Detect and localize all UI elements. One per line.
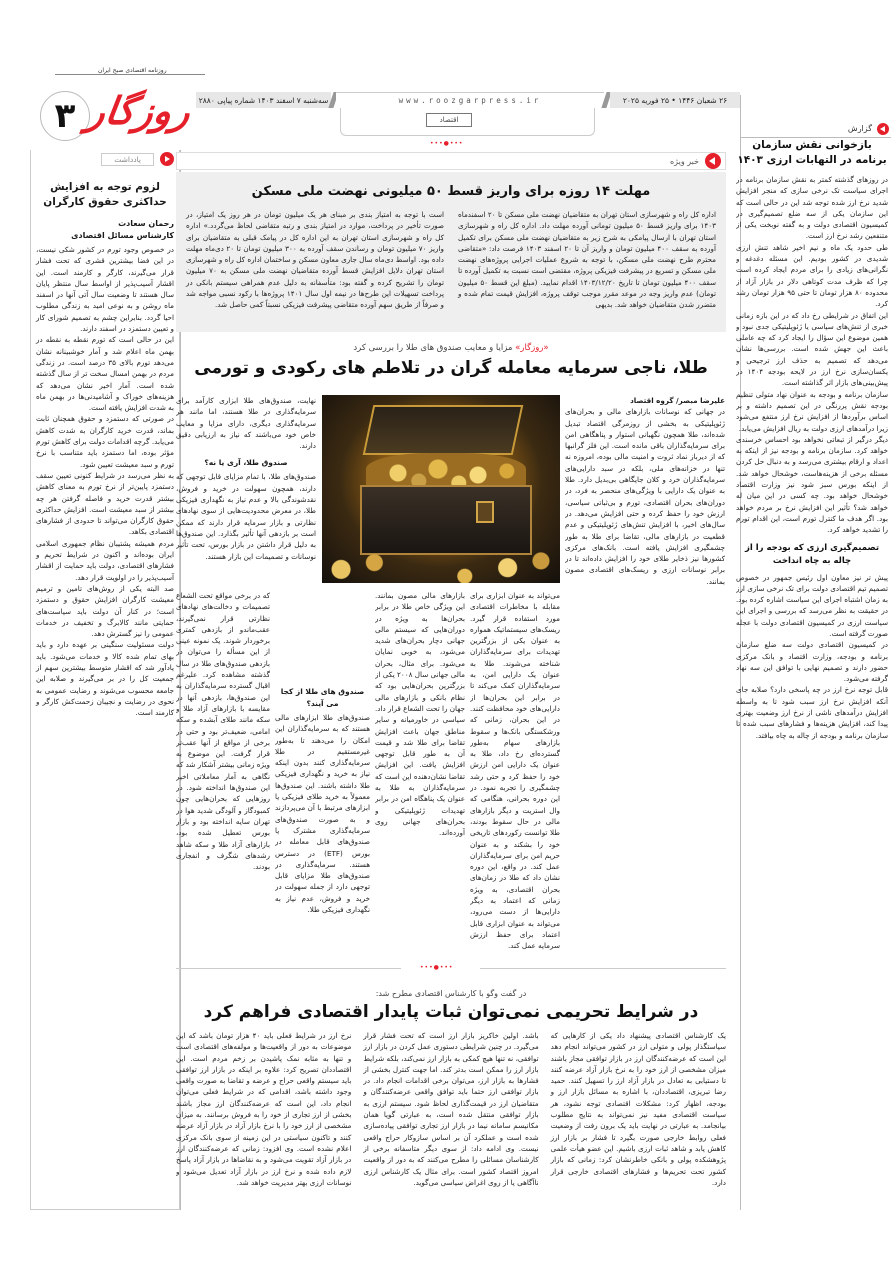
- kicker-text: مزایا و معایب صندوق های طلا را بررسی کرد: [353, 343, 513, 353]
- interview-col-3: نرخ ارز در شرایط فعلی باید ۴۰ هزار تومان باشد که این موضوعات به دور از واقعیت‌ها و مولفه‌های اقتصادی است و تنها به مثابه نمک پاشیدن بر زخم مردم است. این اقتصاددان تصریح کرد: علاوه بر اینکه در بازار ارز توافقی باید سیستم واقعی حراج و عرضه و تقاضا به صورت واقعی وجود داشته باشد، اقدامی که در شرایط فعلی می‌توان انجام داد، این است که عرضه‌کنندگان ارز مجاز باشند بخشی از ارز تجاری از خود را به فروش برسانند. به میزان مشخصی از ارز خود را با نرخ بازار آزاد در بازار آزاد عرضه کنند و تاکنون سیاستی در این زمینه از سوی بانک مرکزی اعلام نشده است. وی افزود: زمانی که عرضه‌کنندگان ارز در بازار آزاد تقویت می‌شود و به نقاضاها در بازار آزاد پاسخ لازم داده شده و نرخ ارز در بازار آزاد تعدیل می‌شود و نوسانات ارزی بهتر مدیریت خواهد شد.: [176, 1031, 352, 1187]
- chest-body: [360, 485, 532, 555]
- coins-pile: [322, 549, 560, 583]
- logo-text: روزگار: [83, 89, 194, 133]
- paragraph: نهایت، صندوق‌های طلا ابزاری کارآمد برای سرمایه‌گذاری در طلا هستند، اما مانند هر سرمایه‌گذاری دیگری، دارای مزایا و معایب خاص خود می‌باشند که نیاز به ارزیابی دقیق دارند.: [176, 396, 316, 451]
- paragraph: در کمیسیون اقتصادی دولت سه ضلع سازمان برنامه و بودجه، وزارت اقتصاد و بانک مرکزی حضور دارند و تصمیم نهایی با توافق این سه نهاد گرفته می‌شود.: [736, 640, 888, 684]
- section-label-text: گزارش: [847, 124, 872, 133]
- chest-lock-icon: [476, 501, 494, 523]
- gold-feature-title: طلا، ناجی سرمایه معامله گران در تلاطم های رکودی و تورمی: [194, 358, 708, 378]
- paragraph: می‌تواند به عنوان ابزاری برای مقابله با مخاطرات اقتصادی مورد استفاده قرار گیرد. ریسک‌های سیستماتیک همواره به عنوان یکی از بزرگترین تهدیدات برای سرمایه‌گذاران شناخته می‌شوند. طلا به عنوان یک دارایی امن، به سرمایه‌گذاران کمک می‌کند تا در برابر این بحران‌ها از دارایی‌های خود محافظت کنند. در این بحران، زمانی که ورشکستگی بانک‌ها و سقوط بازارهای سهام به‌طور گسترده‌ای رخ داد، طلا به عنوان یک دارایی امن ارزش خود را حفظ کرد و حتی رشد چشمگیری را تجربه نمود. در این دوره بحرانی، هنگامی که وال استریت و دیگر بازارهای مالی در حال سقوط بودند، طلا توانست رکوردهای تاریخی خود را بشکند و به عنوان حریم امن برای سرمایه‌گذاران عمل کند. در واقع، این دوره نشان داد که طلا در زمان‌های بحران اقتصادی، به ویژه زمانی که اعتماد به دیگر دارایی‌ها از دست می‌رود، می‌تواند به عنوان ابزاری قابل اعتماد برای حفظ ارزش سرمایه عمل کند.: [470, 591, 560, 951]
- section-bullet-icon: [705, 153, 721, 169]
- gold-col-3: [375, 590, 465, 955]
- paragraph: قابل توجه نرخ ارز در چه پاسخی دارد؟ صلابه جای آنکه افزایش نرخ ارز سبب شود تا به واسطه افزایش درآمدهای ناشی از نرخ ارز وضعیت بهتری پیدا کند، افزایش هزینه‌ها و فشارهای سبب شده تا سازمان برنامه و بودجه از چاله به چاه بیافتد.: [736, 685, 888, 740]
- opinion-author: رحمان سعادت: [118, 219, 174, 228]
- gold-col-5: [176, 590, 270, 955]
- right-article-title: بازخوانی نقش سازمان برنامه در التهابات ارزی ۱۴۰۳: [737, 139, 887, 166]
- paragraph: این در حالی است که تورم نقطه به نقطه در بهمن ماه اعلام شد و آمار خوشبینانه نشان می‌دهد تورم بالای ۳۵ درصد است. در زندگی مردم در بهمن امسال سخت تر از سال گذشته شده است. آمار اخیر نشان می‌دهد که هزینه‌های خوراک و آشامیدنی‌ها در بهمن ماه به شدت افزایش یافته است.: [36, 335, 174, 413]
- special-news-kicker: [176, 152, 726, 170]
- paragraph: در خصوص وجود تورم در کشور شکی نیست، در این فضا بیشترین قشری که تحت فشار قرار می‌گیرند، کارگر و کارمند است. این اقشار آسیب‌پذیر از اواسط سال منتظر پایان سال هستند تا وضعیت سال آتی آنها در اسفند ماه روشن و به نوعی امید به زندگی مطلوب احیا گردد. بنابراین چشم به تصمیم شورای کار و تعیین دستمزد در اسفند دارند.: [36, 245, 174, 334]
- paragraph: طی حدود یک ماه و نیم اخیر شاهد تنش ارزی شدیدی در کشور بودیم. این مسئله دغدغه و نگرانی‌های زیادی را برای مردم ایجاد کرده است چرا که ظرف مدت کوتاهی دلار در بازار آزاد از محدوده ۸۰ هزار تومان تا حتی ۹۵ هزار تومان رشد کرد.: [736, 242, 888, 309]
- issue-info: سه‌شنبه ۷ اسفند ۱۴۰۳ شماره پیاپی ۲۸۸۰: [196, 92, 331, 108]
- paragraph: صندوق‌های طلا ابزارهای مالی هستند که به سرمایه‌گذاران این امکان را می‌دهند تا به‌طور غیرمستقیم در طلا سرمایه‌گذاری کنند بدون اینکه نیاز به خرید و نگهداری فیزیکی طلا داشته باشند. این صندوق‌ها معمولاً به خرید طلای فیزیکی یا ابزارهای مرتبط با آن می‌پردازند و به صورت صندوق‌های سرمایه‌گذاری مشترک یا صندوق‌های قابل معامله در بورس (ETF) در دسترس هستند. سرمایه‌گذاری در صندوق‌های طلا مزایای قابل توجهی دارد از جمله سهولت در خرید و فروش، عدم نیاز به نگهداری فیزیکی طلا.: [275, 713, 370, 915]
- section-emblem: اقتصاد: [426, 113, 472, 127]
- opinion-label: یادداشت: [101, 153, 154, 166]
- interview-title: در شرایط تحریمی نمی‌توان ثبات پایدار اقتصادی فراهم کرد: [203, 1002, 699, 1022]
- paragraph: دولت مسئولیت سنگینی بر عهده دارد و باید بهای تمام شده کالا و خدمات می‌شود. باید یادآور شد که اقشار متوسط بیشترین سهم از جمعیت کل را در بر می‌گیرند و صلابه این جامعه محسوب می‌شوند و رضایت عمومی به نحوی در رضایت و نجیبان زحمت‌کش کارگر و کارمند است.: [36, 640, 174, 718]
- gold-col-6: [176, 395, 316, 585]
- website-link[interactable]: www.roozgarpress.ir: [336, 92, 604, 108]
- opinion-column: [30, 150, 180, 1210]
- date-line: ۲۶ شعبان ۱۴۴۶ • ۲۵ فوریه ۲۰۲۵: [610, 92, 740, 108]
- paragraph: به نظر می‌رسد در شرایط کنونی تعیین سقف دستمزد پایین‌تر از نرخ تورم به معنای کاهش بیشتر قدرت خرید و فاصله گرفتن هر چه بیشتر از سبد معیشت است. افزایش حداکثری حقوق کارگران می‌تواند تا حدودی از فشارهای اقتصادی بکاهد.: [36, 470, 174, 537]
- paragraph: در صورتی که دستمزد و حقوق همچنان ثابت بماند، قدرت خرید کارگران به شدت کاهش می‌یابد. گرچه اقدامات دولت برای کاهش تورم مؤثر بوده، اما دستمزد باید متناسب با نرخ تورم و سبد معیشت تعیین شود.: [36, 414, 174, 469]
- paragraph: پیش تر نیز معاون اول رئیس جمهور در خصوص تصمیم تیم اقتصادی دولت برای تک نرخی سازی ارز به زمان اشتباه اجرای این سیاست اشاره کرده بود. در حقیقت به نظر می‌رسد که بررسی و اجرای این سیاست ارزی در کمیسیون اقتصادی دولت با عجله صورت گرفته است.: [736, 572, 888, 638]
- gold-subhead-where: صندوق های طلا از کجا می آیند؟: [280, 687, 365, 708]
- interview-col-2: باشد. اولین خاکریز بازار ارز است که تحت فشار قرار می‌گیرد. در چنین شرایطی دستوری عمل کردن در بازار ارز توافقی، نه تنها هیچ کمکی به بازار ارز نمی‌کند، بلکه شرایط بازار ارز را ممکن است بدتر کند. اما جهت کنترل بخشی از فشارها به بازار ارز، می‌توان برخی اقدامات انجام داد. در بازار توافقی ارز حتما باید توافق واقعی عرضه‌کنندگان و متقاضیان ارز در قیمت‌گذاری لحاظ شود. سیستم ارزی به بازار توافقی منتقل شده است، به عبارتی گویا همان مکانیسم سامانه نیما در بازار ارز تجاری توافقی پیاده‌سازی شده است و عملکرد آن بر اساس سازوکار حراج واقعی نیست. وی ادامه داد: از سوی دیگر متاسفانه برخی از کارشناسان مسائلی را مطرح می‌کنند که به دور از واقعیت امروز اقتصاد کشور است. برای مثال یک کارشناس ارزی ناآگاهی یا از روی اغراض سیاسی می‌گوید.: [363, 1031, 539, 1187]
- gold-feature-kicker: [176, 343, 726, 353]
- special-news-col-right: اداره کل راه و شهرسازی استان تهران به متقاضیان نهضت ملی مسکن تا ۲۰ اسفندماه ۱۴۰۳ برای واریز قسط ۵۰ میلیون تومانی آورده مهلت داد. اداره کل راه و شهرسازی استان تهران با ارسال پیامکی به شرح زیر به متقاضیان نهضت ملی مسکن برای تکمیل آورده به سقف ۴۰۰ میلیون تومان و واریز آن تا ۲۰ اسفند ۱۴۰۳ فرصت داد: «متقاضی محترم طرح نهضت ملی مسکن، با توجه به شروع عملیات اجرایی پروژه‌های نهضت ملی مسکن و تسریع در پیشرفت فیزیکی پروژه، مقتضی است نسبت به تکمیل آورده تا سقف ۴۰۰ میلیون تومان تا تاریخ ۱۴۰۳/۱۲/۲۰ اقدام نمایید. (مبلغ این قسط ۵۰ میلیون تومان) عدم واریز وجه در موعد مقرر موجب توقف پروژه، افزایش قیمت تمام شده و متضرر شدن متقاضیان خواهد شد. بدیهی: [458, 210, 716, 310]
- paragraph: این اتفاق در شرایطی رخ داد که در این بازه زمانی خبری از تنش‌های سیاسی یا ژئوپلیتیکی جدی نبود و همین موضوع این سؤال را ایجاد کرد که چه عاملی باعث این جهش شده است. بررسی‌ها نشان می‌دهد که تصمیم به حذف ارز ترجیحی و یکسان‌سازی نرخ ارز در لایحه بودجه ۱۴۰۴ در پیش‌بینی‌های بازار اثر گذاشته است.: [736, 310, 888, 388]
- page-number: ۳: [40, 91, 90, 141]
- special-news-box: [176, 172, 726, 332]
- tagline: روزنامه اقتصادی صبح ایران: [95, 67, 170, 74]
- gold-col-1: [565, 395, 725, 955]
- section-divider: [480, 968, 726, 969]
- gold-author: علیرضا مبصر/ گروه اقتصاد: [630, 396, 725, 405]
- paragraph: صندوق‌های طلا، با تمام مزایای قابل توجهی که دارند، همچون سهولت در خرید و فروش، نقدشوندگی بالا و عدم نیاز به نگهداری فیزیکی طلا، در معرض محدودیت‌هایی از سوی نهادهای نظارتی و بازار سرمایه قرار دارند که ممکن است بر بازدهی آنها تأثیر بگذارد. این صندوق‌ها به دلیل قرار داشتن در بازار بورس، تحت تأثیر نوسانات و تصمیمات این بازار هستند.: [176, 472, 316, 561]
- special-news-label: خبر ویژه: [669, 156, 699, 166]
- kicker-brand: «روزگار»: [515, 343, 549, 353]
- treasure-chest-illustration: [360, 445, 532, 555]
- paragraph: دیگر درگیر از تبعاتی نخواهد بود احساس خرسندی خواهد کرد. سازمان برنامه و بودجه نیز از اینکه به اعداد و ارقام بیشتری می‌رسد و به دنبال حل کردن مسئله برخی از هزینه‌هاست، خوشحال خواهد شد. از اینکه بورس سبز شود نیز وزارت اقتصاد خوشحال خواهد بود. چه کسی در این میان له خواهد شد؟ تأثیر این افزایش نرخ بر مردم خواهد بود. اگر هدف ما کنترل تورم است، این اقدام تورم را تشدید خواهد کرد.: [736, 434, 888, 535]
- chest-lid: [363, 405, 524, 455]
- section-divider: [176, 968, 401, 969]
- paragraph: سازمان برنامه و بودجه به عنوان نهاد متولی تنظیم بودجه نقش پررنگی در این تصمیم داشته و بر اساس برآوردها از افزایش نرخ ارز منتفع می‌شود زیرا درآمدهای ارزی دولت به ریال افزایش می‌یابد.: [736, 389, 888, 433]
- newspaper-logo: [83, 86, 194, 136]
- special-news-title: مهلت ۱۴ روزه برای واریز قسط ۵۰ میلیونی نهضت ملی مسکن: [251, 184, 651, 199]
- decorative-dots: •••●•••: [420, 964, 454, 971]
- special-news-col-left: است با توجه به امتیاز بندی بر مبنای هر یک میلیون تومان در هر روز یک امتیاز، در صورت تأخیر در پرداخت، موارد در امتیاز بندی و رتبه متقاضی لحاظ می‌گردد.» اداره کل راه و شهرسازی استان تهران به این اداره کل در پیامک قبلی به متقاضیان برای واریز ۷۰ میلیون تومان و رساندن سقف آورده به ۳۰۰ میلیون تومان تا ۲۰ دی‌ماه مهلت داده بود. اواسط دی‌ماه سال جاری معاون مسکن و ساختمان اداره کل راه و شهرسازی استان تهران دلایل افزایش قسط آورده متقاضیان نهضت ملی مسکن به ۷۰ میلیون تومان را تشریح کرده و گفته بود: متأسفانه به دلیل عدم همراهی سیستم بانکی در پرداخت تسهیلات این طرح‌ها در نیمه اول سال ۱۴۰۱ پروژه‌ها با رکود نسبی مواجه شد و صرفاً از طریق سهم آورده متقاضی پیشرفت فیزیکی نسبتاً کمی حاصل شد.: [186, 210, 445, 310]
- opinion-kicker: [30, 150, 180, 168]
- section-bullet-icon: [160, 152, 174, 166]
- gold-col-2: [470, 590, 560, 955]
- interview-kicker: در گفت وگو با کارشناس اقتصادی مطرح شد:: [375, 989, 527, 998]
- right-article: [736, 128, 888, 1210]
- interview-col-1: یک کارشناس اقتصادی پیشنهاد داد یکی از کارهایی که سیاستگذار پولی و متولی ارز در کشور می‌تواند انجام دهد این است که عرضه‌کنندگان ارز در بازار توافقی مجاز باشند میزان مشخصی از ارز خود را به نرخ بازار آزاد عرضه کنند تا دستیابی به تعادل در بازار آزاد ارز را تسهیل کنند. حمید رضا تبریزی، اقتصاددان، با اشاره به مسائل بازار ارز و بودجه، اظهار کرد: مشکلات اقتصادی توجه نشود، هر سیاست اقتصادی مفید نیز نمی‌تواند به نتایج مطلوب بیانجامد. به عبارتی در نهایت باید یک برون رفت از وضعیت فعلی روابط خارجی صورت بگیرد تا فشار بر بازار ارز کاهش یابد و شاهد ثبات ارزی باشیم. این عضو هیأت علمی پژوهشکده پولی و بانکی خاطرنشان کرد: زمانی که بازار کشور تحت تحریم‌ها و فشارهای اقتصادی خارجی قرار دارد.: [550, 1031, 726, 1187]
- opinion-author-role: کارشناس مسائل اقتصادی: [71, 231, 174, 240]
- interview-columns: [176, 1030, 726, 1210]
- decorative-dots: •••●•••: [430, 140, 464, 147]
- paragraph: که در برخی مواقع تحت الشعاع تصمیمات و دخالت‌های نهادهای نظارتی قرار نمی‌گیرند، عقب‌ماندو از بازدهی کمتری برخوردار شوند. یک نمونه عینی از این مسأله را می‌توان در بازدهی صندوق‌های طلا در سال گذشته مشاهده کرد. علیرغم اقبال گسترده سرمایه‌گذاران به این صندوق‌ها، بازدهی آنها در مقایسه با بازارهای آزاد طلا و سکه مانند طلای آبشده و سکه امامی، ضعیف‌تر بود و حتی در برخی از مواقع از آنها عقب‌تر قرار گرفت. این موضوع به ویژه زمانی بیشتر آشکار شد که نگاهی به آمار معاملاتی اخیر این صندوق‌ها انداخته شود. در روزهایی که بحران‌هایی چون کمبودگاز و آلودگی شدید هوا در تهران سایه انداخته بود و بازار بورس تعطیل شده بود، بازارهای آزاد طلا و سکه شاهد رشد‌های شگرف و انفجاری بودند.: [176, 591, 270, 872]
- opinion-title: لزوم توجه به افزایش حداکثری حقوق کارگران: [43, 181, 167, 208]
- paragraph: در جهانی که نوسانات بازارهای مالی و بحران‌های ژئوپلیتیکی به بخشی از روزمرگی اقتصاد تبدیل شده‌اند، طلا همچون نگهبانی استوار و پناهگاهی امن برای سرمایه‌گذاران باقی مانده است. این فلز گرانبها که از دیرباز نماد ثروت و امنیت مالی بوده، امروزه نه تنها در خزانه‌های ملی، بلکه در سبد دارایی‌های سرمایه‌گذاران خرد و کلان جایگاهی بی‌بدیل دارد. طلا به عنوان یک دارایی با ویژگی‌های منحصر به فرد، در دوران‌های بحران اقتصادی، تورم و بی‌ثباتی سیاسی، ارزش خود را حفظ کرده و حتی افزایش می‌دهد. در سال‌های اخیر، با افزایش تنش‌های ژئوپلیتیکی و عدم قطعیت در بازارهای مالی، تقاضا برای طلا به طور چشمگیری افزایش یافته است. بانک‌های مرکزی کشورها نیز ذخایر طلای خود را افزایش داده‌اند تا در برابر نوسانات ارزی و ریسک‌های اقتصادی مصون بمانند.: [565, 407, 725, 586]
- paragraph: مردم همیشه پشتیبان نظام جمهوری اسلامی ایران بوده‌اند و اکنون در شرایط تحریم و فشارهای اقتصادی، دولت باید حمایت از اقشار آسیب‌پذیر را در اولویت قرار دهد.: [36, 538, 174, 582]
- paragraph: بازارهای مالی مصون بمانند. این ویژگی خاص طلا در برابر بحران‌ها به ویژه در دوران‌هایی که سیستم مالی جهانی دچار بحران‌های شدید می‌شود، به خوبی نمایان می‌شود. برای مثال، بحران مالی جهانی سال ۲۰۰۸ یکی از بزرگترین بحران‌هایی بود که نظام بانکی و بازارهای مالی جهان را تحت الشعاع قرار داد. سیاسی در خاورمیانه و سایر مناطق جهان باعث افزایش تقاضا برای طلا شد و قیمت آن به طور قابل توجهی افزایش یافت. این افزایش تقاضا نشان‌دهنده این است که سرمایه‌گذاران به طلا به عنوان یک پناهگاه امن در برابر تهدیدات ژئوپلیتیکی و بحران‌های جهانی روی آورده‌اند.: [375, 591, 465, 838]
- right-article-subhead: تصمیم‌گیری ارزی که بودجه را از چاله به چاه انداخت: [744, 542, 880, 566]
- gold-col-4: [275, 680, 370, 955]
- gold-chest-photo: [322, 395, 560, 583]
- tagline-rule: [55, 74, 205, 75]
- gold-subhead-yes-no: صندوق طلا، آری یا نه؟: [204, 458, 288, 468]
- paragraph: صد البته یکی از روش‌های تامین و ترمیم معیشت کارگران افزایش حقوق و دستمزد است؛ در کنار آن دولت باید سیاست‌های حمایتی مانند کالابرگ و تخفیف در خدمات عمومی را نیز گسترش دهد.: [36, 583, 174, 639]
- paragraph: در روزهای گذشته کمتر به نقش سازمان برنامه در اجرای سیاست تک نرخی سازی که منجر افزایش شدید نرخ ارز شده توجه شد این در حالی است که این سازمان یکی از سه ضلع تصمیم‌گیری در کمیسیون اقتصادی دولت و به گفته نوبخت یکی از متنفعین رشد نرخ ارز است.: [736, 175, 888, 241]
